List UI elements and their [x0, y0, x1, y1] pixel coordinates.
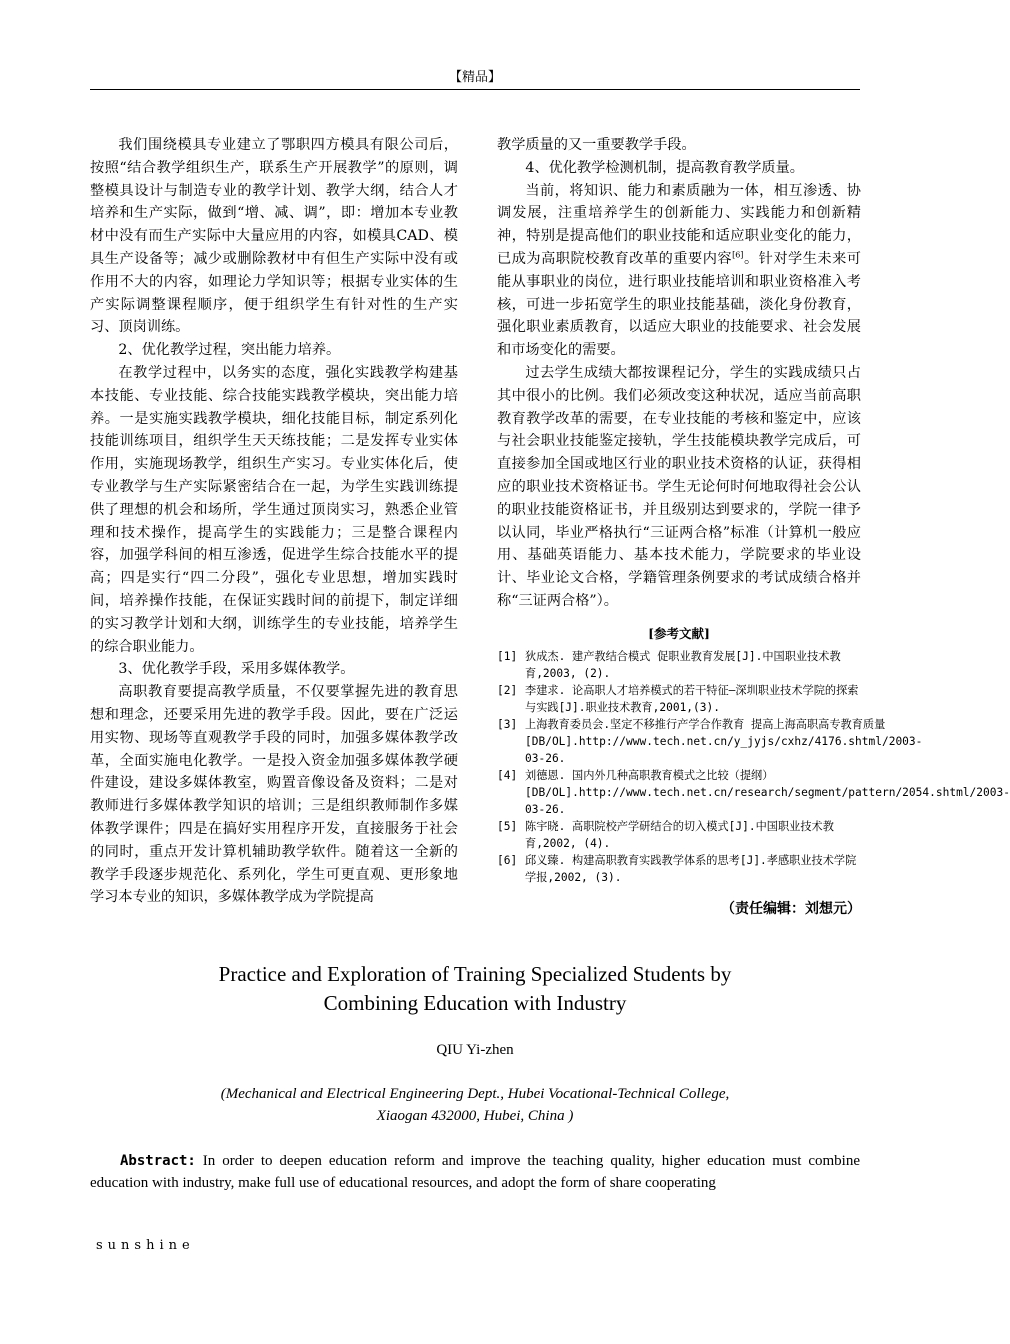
affiliation-line: Xiaogan 432000, Hubei, China ) — [376, 1108, 574, 1124]
paragraph: 教学质量的又一重要教学手段。 — [497, 137, 696, 153]
reference-item — [497, 648, 861, 682]
reference-text: 李建求. 论高职人才培养模式的若干特征—深圳职业技术学院的探索与实践[J].职业技术教育,2001,(3). — [525, 683, 859, 714]
reference-number: [2] — [497, 683, 518, 697]
section-heading: 2、优化教学过程，突出能力培养。 — [118, 342, 341, 359]
english-affiliation — [150, 1083, 800, 1127]
paragraph: 高职教育要提高教学质量，不仅要掌握先进的教育思想和理念，还要采用先进的教学手段。因此，要在广泛运用实物、现场等直观教学手段的同时，加强多媒体教学改革，全面实施电化教学。一是投入资金加强多媒体教学硬件建设，建设多媒体教室，购置音像设备及资料；二是对教师进行多媒体教学知识的培训；三是组织教师制作多媒体教学课件；四是在搞好实用程序开发，直接服务于社会的同时，重点开发计算机辅助教学软件。随着这一全新的教学手段逐步规范化、系列化，学生可更直观、更形象地学习本专业的知识，多媒体教学成为学院提高 — [90, 684, 458, 906]
reference-item — [497, 818, 861, 852]
reference-number: [4] — [497, 768, 518, 782]
reference-number: [6] — [497, 853, 518, 867]
abstract-text: In order to deepen education reform and improve the teaching quality, higher education must combine education with industry, make full use of educational resources, and adopt the form of share cooperating — [90, 1153, 860, 1191]
reference-text: 陈宇晓. 高职院校产学研结合的切入模式[J].中国职业技术教育,2002, (4). — [525, 819, 834, 850]
reference-text: 上海教育委员会.坚定不移推行产学合作教育 提高上海高职高专教育质量[DB/OL].http://www.tech.net.cn/y_jyjs/cxhz/4176.shtml/2003-03-26. — [525, 717, 923, 765]
english-author: QIU Yi-zhen — [436, 1042, 514, 1058]
paragraph — [497, 180, 861, 362]
text-span: 当前，将知识、能力和素质融为一体，相互渗透、协调发展，注重培养学生的创新能力、实践能力和创新精神，特别是提高他们的职业技能和适应职业变化的能力，已成为高职院校教育改革的重要内容 — [497, 182, 861, 267]
paragraph: 我们围绕模具专业建立了鄂职四方模具有限公司后，按照“结合教学组织生产，联系生产开展教学”的原则，调整模具设计与制造专业的教学计划、教学大纲，结合人才培养和生产实际，做到“增、减、调”，即：增加本专业教材中没有而生产实际中大量应用的内容，如模具CAD、模具生产设备等；减少或删除教材中有但生产实际中没有或作用不大的内容，如理论力学知识等；根据专业实体的生产实际调整课程顺序，便于组织学生有针对性的生产实习、顶岗训练。 — [90, 137, 458, 336]
abstract-label: Abstract: — [120, 1153, 196, 1169]
page-header: 【精品】 — [90, 66, 860, 90]
affiliation-line: (Mechanical and Electrical Engineering Dept., Hubei Vocational-Technical College, — [220, 1086, 730, 1102]
reference-item — [497, 852, 861, 886]
english-title — [150, 960, 800, 1018]
reference-number: [3] — [497, 717, 518, 731]
title-line: Combining Education with Industry — [323, 991, 627, 1015]
responsible-editor: （责任编辑：刘想元） — [721, 900, 861, 917]
title-line: Practice and Exploration of Training Specialized Students by — [218, 962, 732, 986]
english-abstract — [90, 1150, 860, 1194]
reference-item — [497, 716, 923, 767]
reference-item — [497, 682, 861, 716]
paragraph: 在教学过程中，以务实的态度，强化实践教学构建基本技能、专业技能、综合技能实践教学模块，突出能力培养。一是实施实践教学模块，细化技能目标，制定系列化技能训练项目，组织学生天天练技能；二是发挥专业实体作用，实施现场教学，组织生产实习。专业实体化后，使专业教学与生产实际紧密结合在一起，为学生实践训练提供了理想的机会和场所，学生通过顶岗实习，熟悉企业管理和技术操作，提高学生的实践能力；三是整合课程内容，加强学科间的相互渗透，促进学生综合技能水平的提高；四是实行“四二分段”，强化专业思想，增加实践时间，培养操作技能，在保证实践时间的前提下，制定详细的实习教学计划和大纲，训练学生的专业技能，培养学生的综合职业能力。 — [90, 364, 458, 655]
reference-text: 邱义臻. 构建高职教育实践教学体系的思考[J].孝感职业技术学院学报,2002, (3). — [525, 853, 857, 884]
section-heading: 3、优化教学手段，采用多媒体教学。 — [118, 661, 355, 678]
reference-number: [5] — [497, 819, 518, 833]
text-span: 。针对学生未来可能从事职业的岗位，进行职业技能培训和职业资格准入考核，可进一步拓宽学生的职业技能基础，淡化身份教育，强化职业素质教育，以适应大职业的技能要求、社会发展和市场变化的需要。 — [497, 250, 861, 359]
reference-item — [497, 767, 1010, 818]
citation-marker: [6] — [732, 250, 744, 260]
paragraph: 过去学生成绩大都按课程记分，学生的实践成绩只占其中很小的比例。我们必须改变这种状况，适应当前高职教育教学改革的需要，在专业技能的考核和鉴定中，应该与社会职业技能鉴定接轨，学生技能模块教学完成后，可直接参加全国或地区行业的职业技术资格的认证，获得相应的职业技术资格证书。学生无论何时何地取得社会公认的职业技能资格证书，并且级别达到要求的，学院一律予以认同，毕业严格执行“三证两合格”标准（计算机一般应用、基础英语能力、基本技术能力，学院要求的毕业设计、毕业论文合格，学籍管理条例要求的考试成绩合格并称“三证两合格”）。 — [497, 364, 861, 609]
reference-number: [1] — [497, 649, 518, 663]
page-footer: sunshine — [96, 1238, 195, 1253]
references-heading: [参考文献] — [648, 625, 710, 641]
references-list — [497, 648, 1010, 886]
reference-text: 刘德恩. 国内外几种高职教育模式之比较（提纲）[DB/OL].http://www.tech.net.cn/research/segment/pattern/2054.shtml/2003-03-26. — [525, 768, 1010, 816]
right-column — [497, 134, 1010, 920]
section-heading: 4、优化教学检测机制，提高教育教学质量。 — [525, 159, 804, 176]
reference-text: 狄成杰. 建产教结合模式 促职业教育发展[J].中国职业技术教育,2003, (2). — [525, 649, 841, 680]
left-column — [90, 134, 458, 909]
